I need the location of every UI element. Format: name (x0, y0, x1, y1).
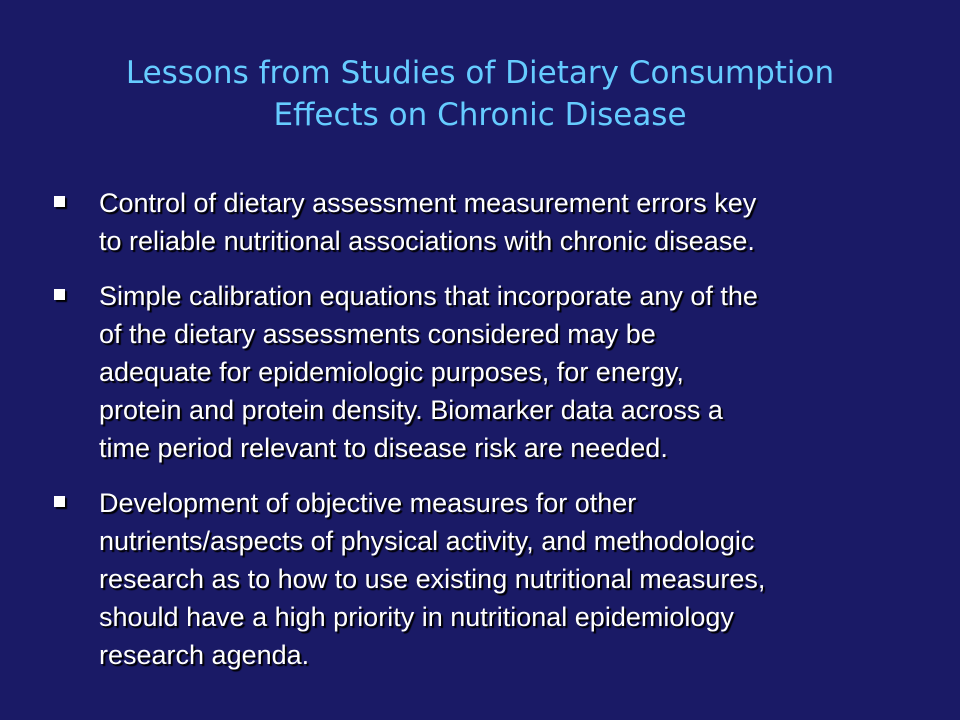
bullet-2-line-1: Simple calibration equations that incorporate any of the (99, 281, 758, 311)
square-bullet-icon (54, 196, 65, 207)
square-bullet-icon (54, 496, 65, 507)
bullet-item-3 (52, 484, 912, 674)
bullet-3-line-4: should have a high priority in nutritional epidemiology (99, 602, 734, 632)
bullet-item-2 (52, 277, 912, 467)
bullet-2-line-4: protein and protein density. Biomarker data across a (99, 395, 723, 425)
slide-title-line-1: Lessons from Studies of Dietary Consumption (125, 55, 835, 91)
slide-title-line-2: Effects on Chronic Disease (273, 97, 687, 133)
square-bullet-icon (54, 289, 65, 300)
bullet-1-line-1: Control of dietary assessment measurement errors key (99, 188, 757, 218)
bullet-list (52, 184, 912, 691)
bullet-3-line-3: research as to how to use existing nutritional measures, (99, 564, 766, 594)
bullet-1-line-2: to reliable nutritional associations with chronic disease. (99, 226, 755, 256)
bullet-2-line-3: adequate for epidemiologic purposes, for energy, (99, 357, 684, 387)
slide-title (60, 52, 900, 136)
bullet-3-line-5: research agenda. (99, 640, 310, 670)
bullet-2-line-5: time period relevant to disease risk are needed. (99, 433, 668, 463)
bullet-3-line-1: Development of objective measures for other (99, 488, 637, 518)
bullet-2-line-2: of the dietary assessments considered may be (99, 319, 656, 349)
bullet-3-line-2: nutrients/aspects of physical activity, and methodologic (99, 526, 755, 556)
bullet-item-1 (52, 184, 912, 260)
